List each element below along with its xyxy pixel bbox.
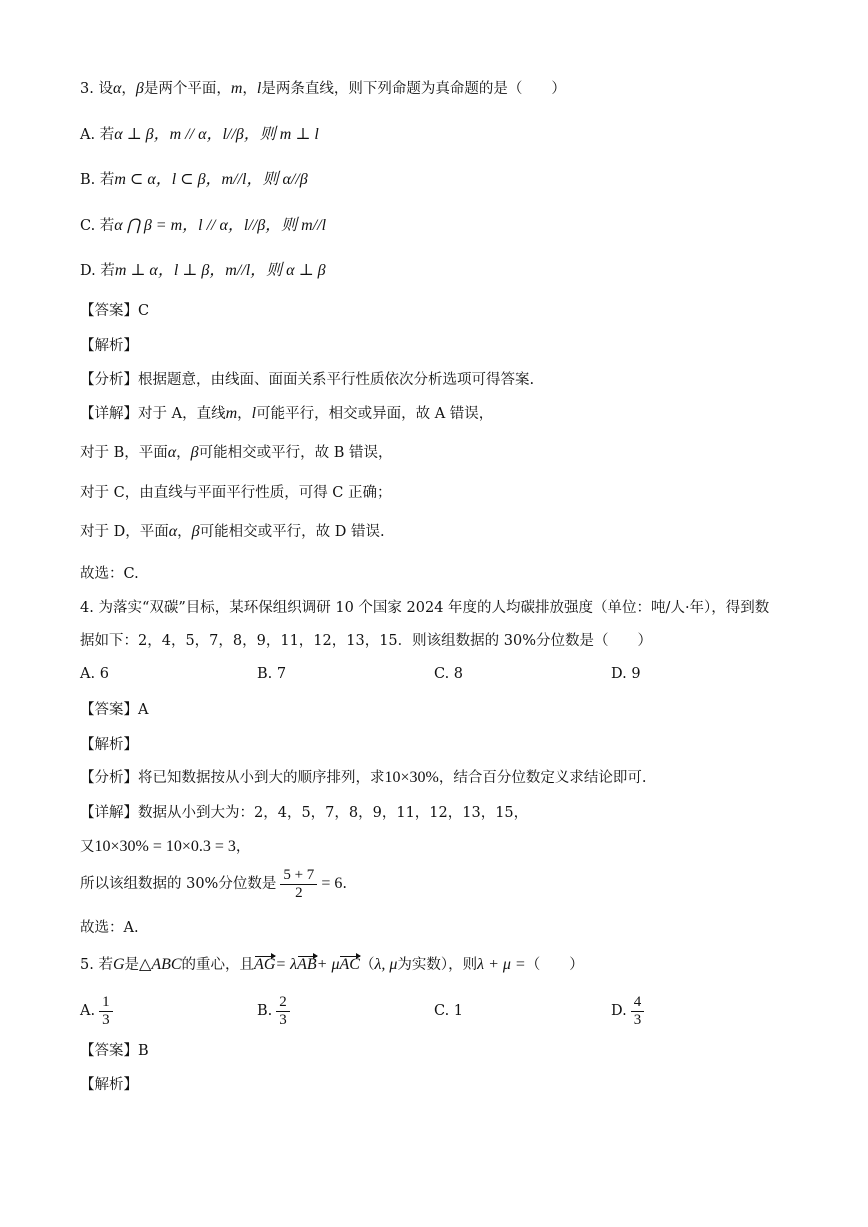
option-label: C. 若 [80,218,115,234]
fraction [99,994,113,1029]
math-alpha: α [167,444,177,461]
q5-options [80,990,800,1032]
q4-options [80,666,800,686]
q4-fenxi [80,768,646,788]
fraction [631,994,645,1029]
option-label: D. [611,1003,627,1019]
q4-stem-line2: 据如下：2，4，5，7，8，9，11，12，13，15．则该组数据的 30%分位数是（ ） [80,633,652,649]
math-alpha: α [168,523,178,540]
q3-option-a [80,125,319,145]
q3-detail-c: 对于 C，由直线与平面平行性质，可得 C 正确； [80,485,392,501]
option-math: α ⋂ β = m，l // α，l//β，则 m//l [114,217,327,234]
fraction-numerator: 5 + 7 [280,867,317,885]
q3-detail-d [80,522,385,542]
q3-option-b [80,170,308,190]
q3-xiangjie [80,404,493,424]
q4-xiangjie: 【详解】数据从小到大为：2，4，5，7，8，9，11，12，13，15， [80,805,529,821]
q5-option-d [611,990,648,1032]
q5-jiexi: 【解析】 [80,1077,138,1093]
fraction-numerator: 2 [276,994,290,1012]
option-label: D. 若 [80,263,115,279]
vector-ag: AG [254,956,276,973]
vector-ab: AB [297,956,317,973]
punct: . [342,876,347,892]
q3-fenxi: 【分析】根据题意，由线面、面面关系平行性质依次分析选项可得答案. [80,372,535,388]
q4-option-a: A. 6 [80,666,109,682]
detail-text: 对于 D，平面 [80,524,169,540]
option-math: m ⊥ α，l ⊥ β，m//l，则 α ⊥ β [114,262,326,279]
math-expr: + μ [316,956,340,973]
math-m: m [230,80,243,97]
fraction-numerator: 1 [99,994,113,1012]
math-alpha: α [112,80,122,97]
fraction-denominator: 3 [633,1011,642,1028]
punct: ， [176,445,191,461]
q3-guxuan: 故选：C. [80,566,139,582]
fraction-numerator: 4 [631,994,645,1012]
q3-answer: 【答案】C [80,303,150,319]
q4-calc [80,837,250,857]
math-beta: β [135,80,144,97]
detail-text: 所以该组数据的 30%分位数是 [80,876,277,892]
option-label: B. [257,1003,273,1019]
q4-result [80,866,347,902]
math-expr: = λ [275,956,298,973]
option-math: m ⊂ α，l ⊂ β，m//l，则 α//β [114,171,308,188]
punct: （ [359,957,375,973]
q4-answer: 【答案】A [80,702,149,718]
detail-text: 可能平行，相交或异面，故 A 错误， [256,406,494,422]
q5-option-b [257,990,294,1032]
detail-text: 【详解】对于 A，直线 [80,406,226,422]
fraction [276,994,290,1029]
math-beta: β [190,444,199,461]
math-expr: λ + μ = [477,956,526,973]
q4-option-d: D. 9 [611,666,641,682]
detail-text: 【分析】将已知数据按从小到大的顺序排列，求 [80,770,385,786]
q5-stem-text: 为实数），则 [397,957,478,973]
q5-stem-text: 是 [124,957,140,973]
fraction-denominator: 3 [279,1011,287,1028]
math-triangle: △ABC [139,956,182,973]
q3-option-c [80,216,326,236]
punct: ， [121,81,136,97]
vector-ac: AC [339,956,360,973]
q3-stem-text: 是两条直线，则下列命题为真命题的是（ ） [261,81,566,97]
q4-option-b: B. 7 [257,666,287,682]
option-label: A. 若 [80,127,115,143]
detail-text: 可能相交或平行，故 B 错误， [198,445,393,461]
q5-option-c: C. 1 [434,1003,464,1019]
punct: ， [235,839,251,855]
q4-option-c: C. 8 [434,666,464,682]
option-math: α ⊥ β，m // α，l//β，则 m ⊥ l [114,126,319,143]
q3-stem-text: 3. 设 [80,81,113,97]
q3-detail-b [80,443,393,463]
punct: ， [237,406,252,422]
q3-stem [80,79,566,99]
math-beta: β [191,523,200,540]
fraction-denominator: 3 [102,1011,110,1028]
fraction [280,867,317,902]
option-label: B. 若 [80,172,115,188]
fraction-denominator: 2 [295,884,303,901]
q3-option-d [80,261,326,281]
math-g: G [112,956,125,973]
math-expr: 10×30% = 10×0.3 = 3 [94,838,236,855]
q5-answer: 【答案】B [80,1043,149,1059]
punct: ， [242,81,257,97]
q5-stem [80,955,584,975]
detail-text: 可能相交或平行，故 D 错误. [199,524,385,540]
q4-stem-line1: 4. 为落实“双碳”目标，某环保组织调研 10 个国家 2024 年度的人均碳排放强度（单位：吨/人·年），得到数 [80,600,770,616]
detail-text: 对于 B，平面 [80,445,168,461]
q4-guxuan: 故选：A. [80,920,139,936]
math-lambda-mu: λ, μ [374,956,398,973]
q4-jiexi: 【解析】 [80,737,138,753]
detail-text: ，结合百分位数定义求结论即可. [438,770,647,786]
q3-stem-text: 是两个平面， [143,81,231,97]
math-expr: 10×30% [384,769,439,786]
q5-stem-text: （ ） [525,957,584,973]
q5-stem-text: 5. 若 [80,957,113,973]
detail-text: 又 [80,839,95,855]
math-l: l [256,80,262,97]
punct: ， [177,524,192,540]
q5-option-a [80,990,117,1032]
q5-stem-text: 的重心，且 [181,957,255,973]
option-label: A. [80,1003,96,1019]
math-expr: = 6 [321,875,343,892]
math-l: l [251,405,257,422]
q3-jiexi: 【解析】 [80,338,138,354]
math-m: m [225,405,238,422]
